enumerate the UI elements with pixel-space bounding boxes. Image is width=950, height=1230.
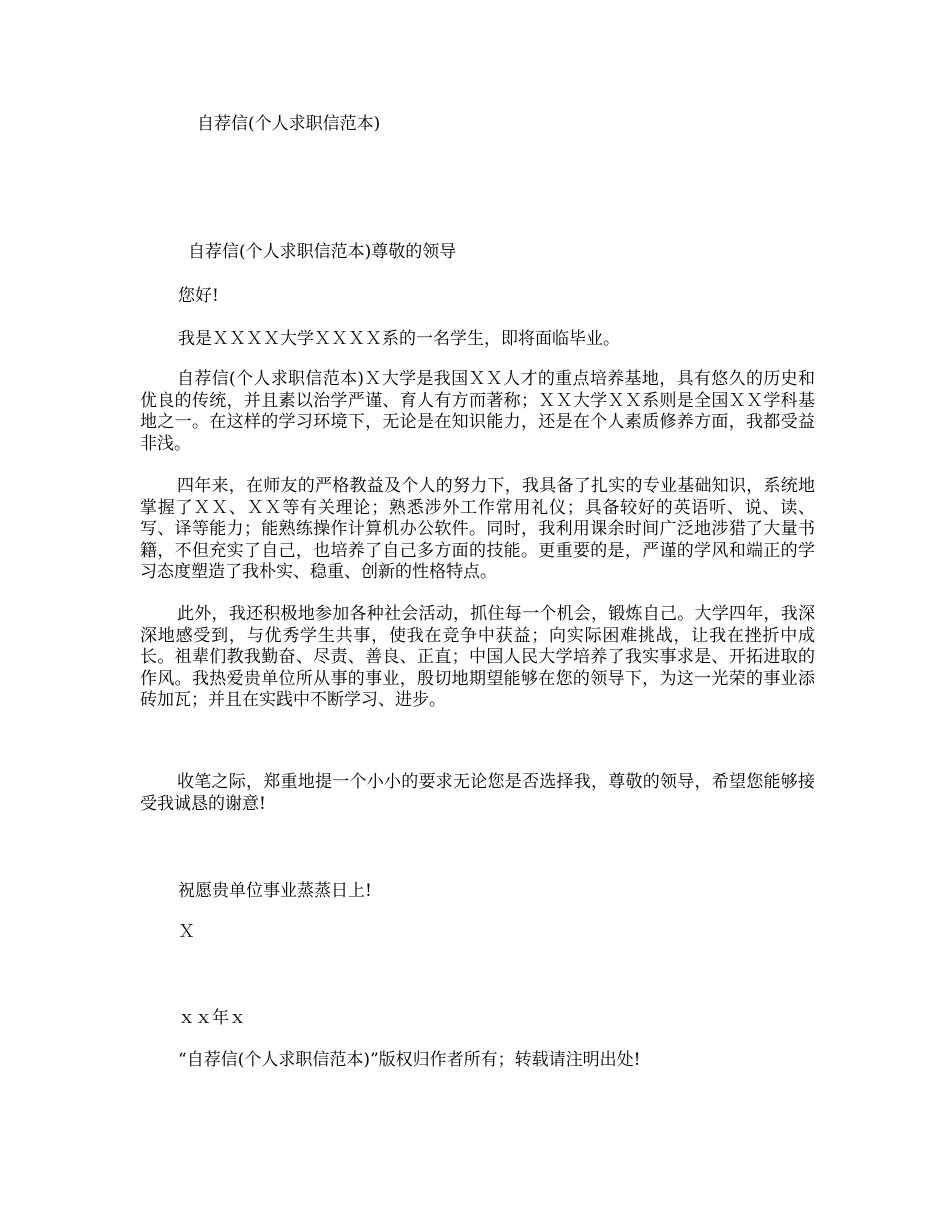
salutation-line: 自荐信(个人求职信范本)尊敬的领导 xyxy=(188,242,457,262)
intro-line: 我是ＸＸＸＸ大学ＸＸＸＸ系的一名学生，即将面临毕业。 xyxy=(178,329,620,349)
wish-line: 祝愿贵单位事业蒸蒸日上! xyxy=(178,881,372,901)
paragraph-closing: 收笔之际，郑重地提一个小小的要求无论您是否选择我，尊敬的领导，希望您能够接受我诚恳的谢意! xyxy=(140,772,815,814)
paragraph-school: 自荐信(个人求职信范本)Ｘ大学是我国ＸＸ人才的重点培养基地，具有悠久的历史和优良的传统，并且素以治学严谨、育人有方而著称；ＸＸ大学ＸＸ系则是全国ＸＸ学科基地之一。在这样的学习环境下，无论是在知识能力，还是在个人素质修养方面，我都受益非浅。 xyxy=(140,369,815,454)
document-title: 自荐信(个人求职信范本) xyxy=(197,114,381,134)
date-line: ｘｘ年ｘ xyxy=(178,1008,246,1028)
signature-line: Ｘ xyxy=(178,922,195,942)
paragraph-skills: 四年来，在师友的严格教益及个人的努力下，我具备了扎实的专业基础知识，系统地掌握了ＸＸ、ＸＸ等有关理论；熟悉涉外工作常用礼仪；具备较好的英语听、说、读、写、译等能力；能熟练操作计算机办公软件。同时，我利用课余时间广泛地涉猎了大量书籍，不但充实了自己，也培养了自己多方面的技能。更重要的是，严谨的学风和端正的学习态度塑造了我朴实、稳重、创新的性格特点。 xyxy=(140,476,815,582)
copyright-line: “自荐信(个人求职信范本)”版权归作者所有；转载请注明出处! xyxy=(178,1050,641,1070)
greeting-line: 您好! xyxy=(178,286,219,306)
paragraph-activities: 此外，我还积极地参加各种社会活动，抓住每一个机会，锻炼自己。大学四年，我深深地感受到，与优秀学生共事，使我在竞争中获益；向实际困难挑战，让我在挫折中成长。祖辈们教我勤奋、尽责、善良、正直；中国人民大学培养了我实事求是、开拓进取的作风。我热爱贵单位所从事的事业，殷切地期望能够在您的领导下，为这一光荣的事业添砖加瓦；并且在实践中不断学习、进步。 xyxy=(140,604,815,710)
